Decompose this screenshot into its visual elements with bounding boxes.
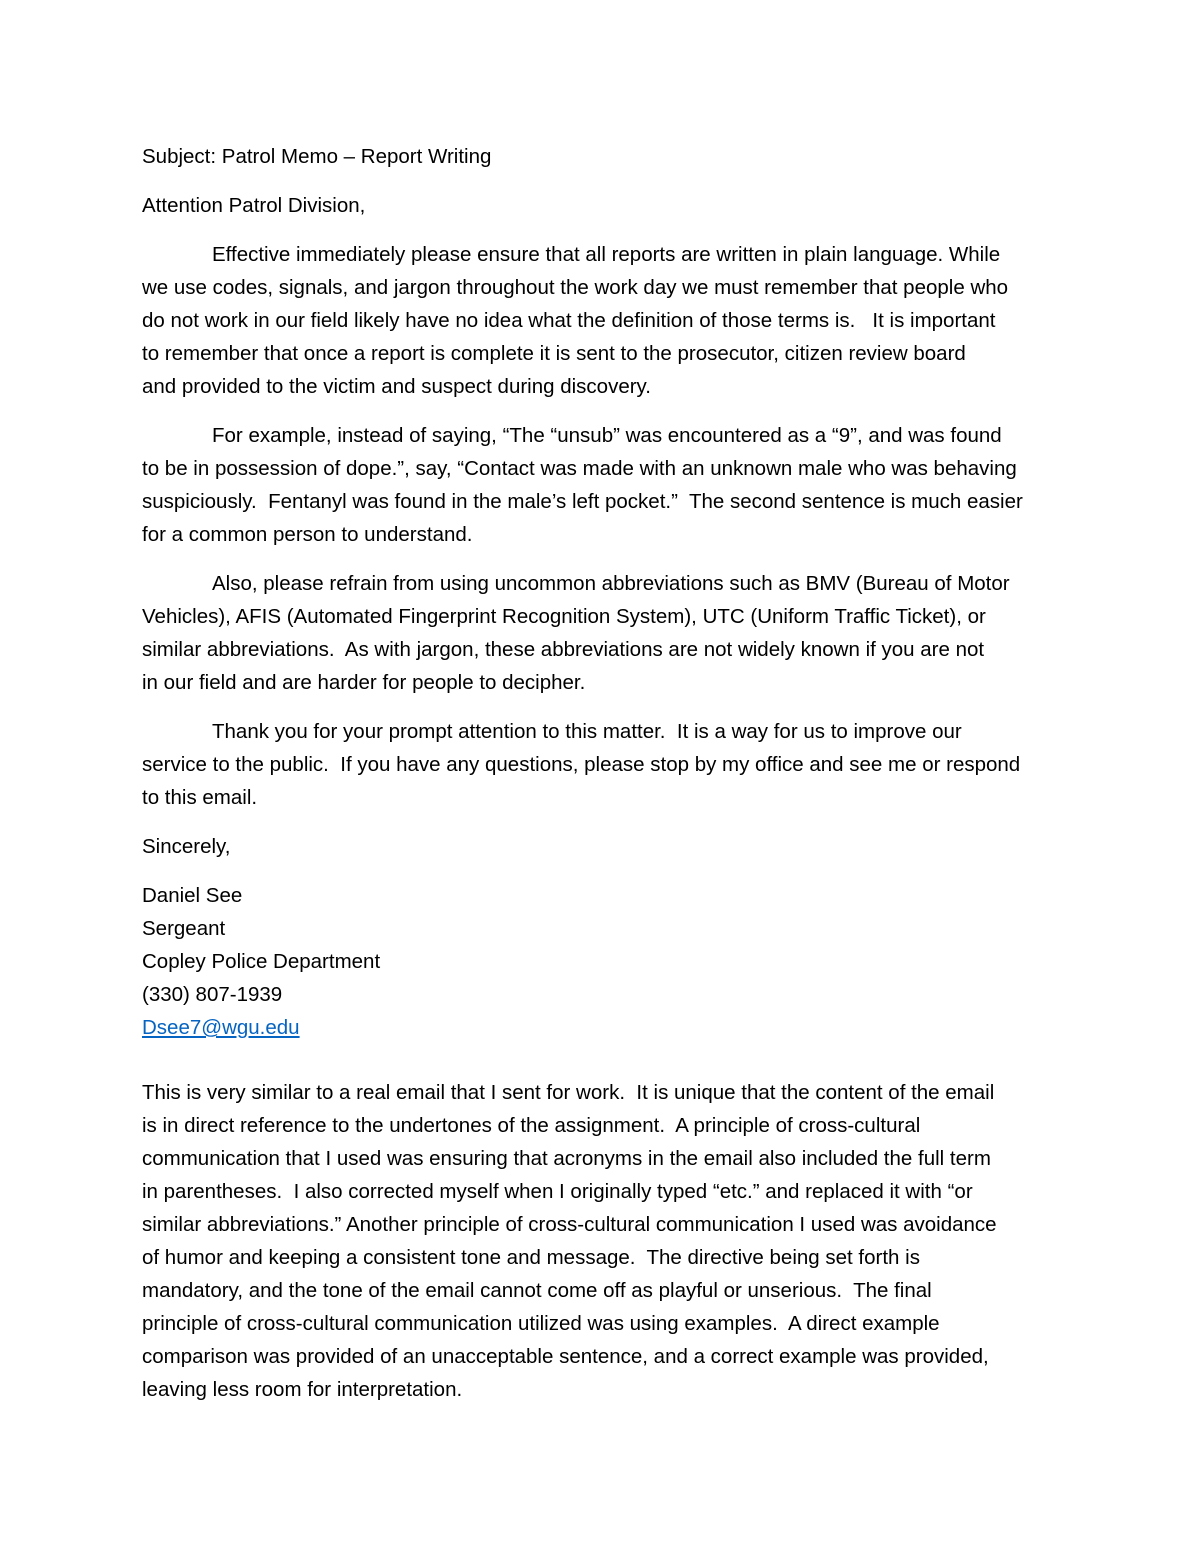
paragraph-line: This is very similar to a real email that I sent for work. It is unique that the content of the email [142,1081,995,1104]
paragraph-line: is in direct reference to the undertones of the assignment. A principle of cross-cultural [142,1114,921,1137]
reflection-paragraph [142,1076,1062,1406]
signature-block [142,879,1062,1044]
paragraph-line: principle of cross-cultural communication utilized was using examples. A direct example [142,1312,940,1335]
paragraph-line: suspiciously. Fentanyl was found in the male’s left pocket.” The second sentence is much easier [142,490,1023,513]
paragraph-line: Thank you for your prompt attention to this matter. It is a way for us to improve our [212,720,962,743]
paragraph-line: Also, please refrain from using uncommon abbreviations such as BMV (Bureau of Motor [212,572,1010,595]
paragraph-line: mandatory, and the tone of the email cannot come off as playful or unserious. The final [142,1279,932,1302]
memo-paragraph-4 [142,715,1062,814]
memo-paragraph-1 [142,238,1062,403]
paragraph-line: to remember that once a report is complete it is sent to the prosecutor, citizen review board [142,342,966,365]
signature-organization: Copley Police Department [142,950,381,973]
document-page [142,140,1062,1406]
memo-closing: Sincerely, [142,835,231,858]
memo-paragraph-2 [142,419,1062,551]
paragraph-line: comparison was provided of an unacceptable sentence, and a correct example was provided, [142,1345,989,1368]
paragraph-line: in our field and are harder for people to decipher. [142,671,586,694]
memo-greeting: Attention Patrol Division, [142,194,366,217]
paragraph-line: for a common person to understand. [142,523,473,546]
paragraph-line: service to the public. If you have any questions, please stop by my office and see me or respond [142,753,1021,776]
paragraph-line: in parentheses. I also corrected myself when I originally typed “etc.” and replaced it with “or [142,1180,973,1203]
signature-phone: (330) 807-1939 [142,983,283,1006]
paragraph-line: similar abbreviations.” Another principle of cross-cultural communication I used was avoidance [142,1213,997,1236]
paragraph-line: of humor and keeping a consistent tone and message. The directive being set forth is [142,1246,920,1269]
memo-paragraph-3 [142,567,1062,699]
paragraph-line: Effective immediately please ensure that all reports are written in plain language. While [212,243,1001,266]
paragraph-line: leaving less room for interpretation. [142,1378,463,1401]
paragraph-line: do not work in our field likely have no idea what the definition of those terms is. It is important [142,309,996,332]
memo-subject: Subject: Patrol Memo – Report Writing [142,145,492,168]
signature-name: Daniel See [142,884,243,907]
paragraph-line: Vehicles), AFIS (Automated Fingerprint Recognition System), UTC (Uniform Traffic Ticket), or [142,605,986,628]
paragraph-line: and provided to the victim and suspect during discovery. [142,375,651,398]
paragraph-line: we use codes, signals, and jargon throughout the work day we must remember that people who [142,276,1009,299]
paragraph-line: similar abbreviations. As with jargon, these abbreviations are not widely known if you are not [142,638,985,661]
paragraph-line: communication that I used was ensuring that acronyms in the email also included the full term [142,1147,991,1170]
paragraph-line: For example, instead of saying, “The “unsub” was encountered as a “9”, and was found [212,424,1002,447]
paragraph-line: to this email. [142,786,258,809]
paragraph-line: to be in possession of dope.”, say, “Contact was made with an unknown male who was behaving [142,457,1017,480]
signature-email-link[interactable]: Dsee7@wgu.edu [142,1016,300,1039]
signature-title: Sergeant [142,917,226,940]
